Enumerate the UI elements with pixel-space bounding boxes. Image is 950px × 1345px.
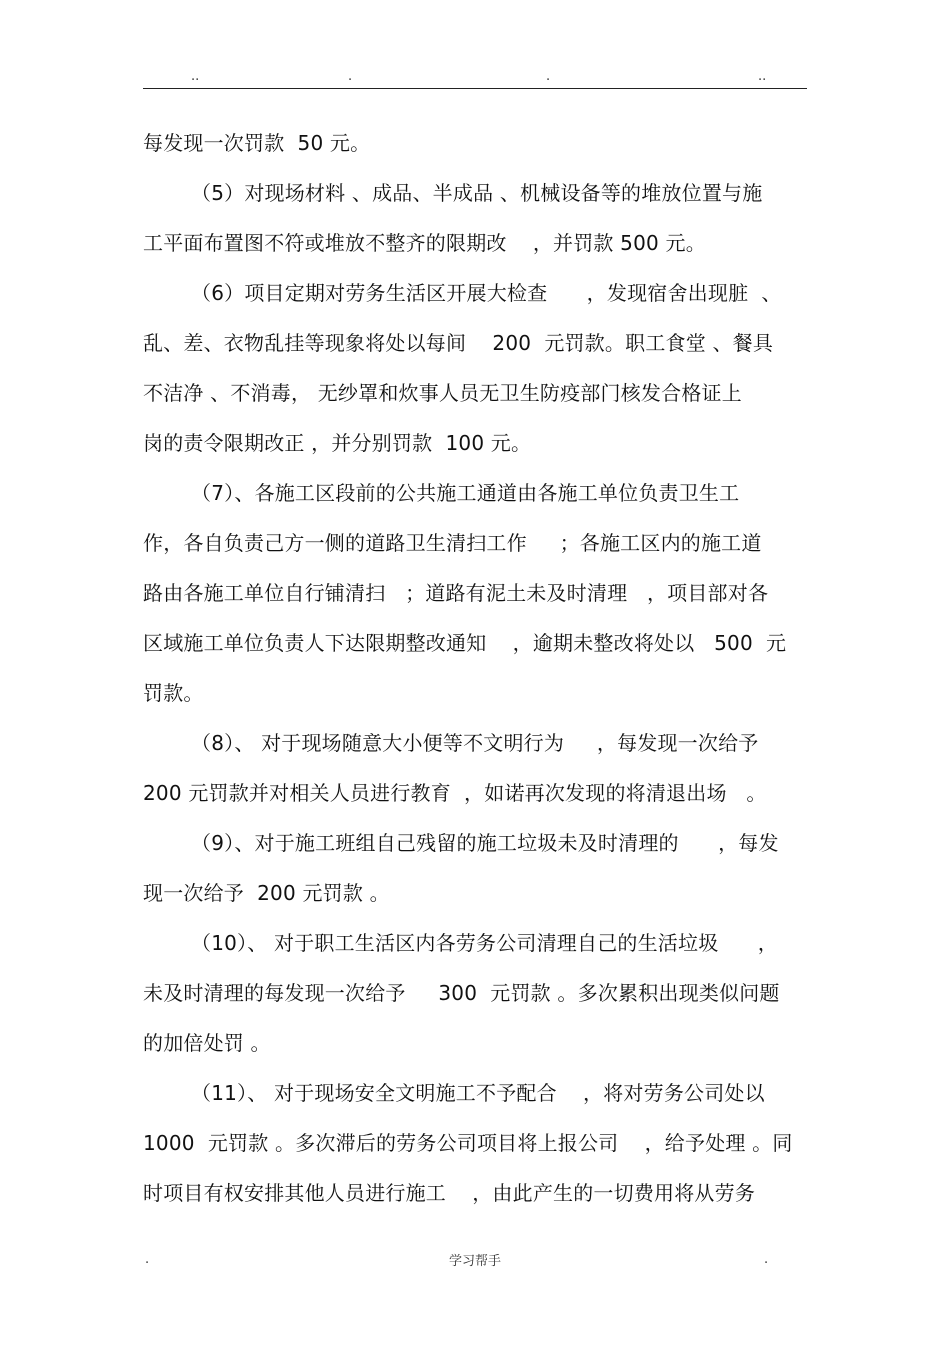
text-line-3: 工平面布置图不符或堆放不整齐的限期改 ，并罚款 500 元。 (143, 231, 706, 255)
text-line-1: 每发现一次罚款 50 元。 (143, 131, 371, 155)
footer-label: 学习帮手 (448, 1254, 501, 1269)
text-line-4: （6）项目定期对劳务生活区开展大检查 ，发现宿舍出现脏 、 (191, 281, 782, 305)
text-line-7: 岗的责令限期改正 ，并分别罚款 100 元。 (143, 431, 532, 455)
text-line-21: 1000 元罚款 。多次滞后的劳务公司项目将上报公司 ，给予处理 。同 (143, 1131, 793, 1155)
text-line-12: 罚款。 (143, 681, 204, 705)
text-line-16: 现一次给予 200 元罚款 。 (143, 881, 390, 905)
text-line-10: 路由各施工单位自行铺清扫 ；道路有泥土未及时清理 ，项目部对各 (143, 581, 769, 605)
text-line-11: 区域施工单位负责人下达限期整改通知 ，逾期未整改将处以 500 元 (143, 631, 787, 655)
text-line-22: 时项目有权安排其他人员进行施工 ，由此产生的一切费用将从劳务 (143, 1181, 756, 1205)
text-line-6: 不洁净 、不消毒， 无纱罩和炊事人员无卫生防疫部门核发合格证上 (143, 381, 742, 405)
text-line-8: （7）、各施工区段前的公共施工通道由各施工单位负责卫生工 (191, 481, 740, 505)
text-line-13: （8）、 对于现场随意大小便等不文明行为 ，每发现一次给予 (191, 731, 759, 755)
header-mark-1: .. (191, 69, 200, 84)
footer-left-mark: . (145, 1252, 150, 1267)
text-line-20: （11）、 对于现场安全文明施工不予配合 ，将对劳务公司处以 (191, 1081, 765, 1105)
header-mark-2: . (348, 69, 353, 84)
text-line-2: （5）对现场材料 、成品、半成品 、机械设备等的堆放位置与施 (191, 181, 763, 205)
footer-right-mark: . (764, 1252, 769, 1267)
text-line-19: 的加倍处罚 。 (143, 1031, 271, 1055)
text-line-17: （10）、 对于职工生活区内各劳务公司清理自己的生活垃圾 ， (191, 931, 778, 955)
text-line-5: 乱、差、衣物乱挂等现象将处以每间 200 元罚款。职工食堂 、餐具 (143, 331, 774, 355)
header-mark-4: .. (758, 69, 767, 84)
text-line-14: 200 元罚款并对相关人员进行教育 ，如诺再次发现的将清退出场 。 (143, 781, 767, 805)
document-body (143, 118, 823, 1218)
text-line-9: 作，各自负责己方一侧的道路卫生清扫工作 ；各施工区内的施工道 (143, 531, 762, 555)
text-line-15: （9）、对于施工班组自己残留的施工垃圾未及时清理的 ，每发 (191, 831, 779, 855)
header-mark-3: . (546, 69, 551, 84)
header-rule (143, 88, 807, 89)
text-line-18: 未及时清理的每发现一次给予 300 元罚款 。多次累积出现类似问题 (143, 981, 780, 1005)
